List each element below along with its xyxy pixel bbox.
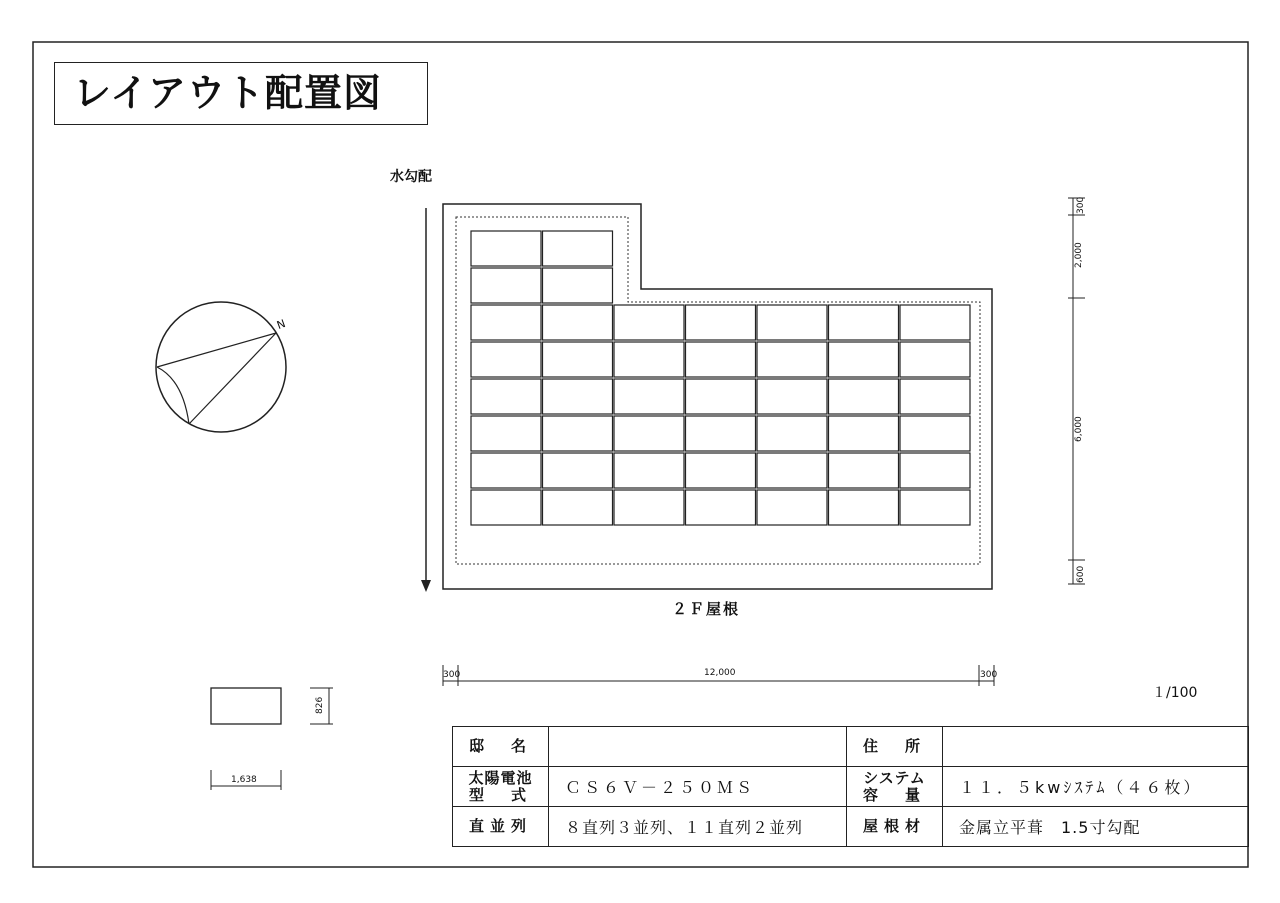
- main-panel-r6-c4: [686, 490, 756, 525]
- main-panel-r3-c5: [757, 379, 827, 414]
- main-panel-r6-c5: [757, 490, 827, 525]
- spec-model-label-line2: 型 式: [468, 785, 532, 804]
- main-panel-r1-c2: [543, 305, 613, 340]
- main-panel-r2-c1: [471, 342, 541, 377]
- upper-panel-r2-c2: [543, 268, 613, 303]
- panel-group-main: [471, 305, 970, 525]
- main-panel-r2-c7: [900, 342, 970, 377]
- main-panel-r3-c1: [471, 379, 541, 414]
- main-panel-r5-c1: [471, 453, 541, 488]
- main-panel-r1-c3: [614, 305, 684, 340]
- roof-setback-line: [456, 217, 980, 564]
- spec-system-label-line2: 容 量: [862, 785, 926, 804]
- spec-model-label-line1: 太陽電池: [468, 768, 533, 787]
- upper-panel-r1-c1: [471, 231, 541, 266]
- main-panel-r1-c6: [829, 305, 899, 340]
- main-panel-r6-c7: [900, 490, 970, 525]
- scale-label: １/100: [1152, 685, 1198, 701]
- spec-row-name: [453, 727, 1249, 767]
- dim-bottom-right: 300: [980, 670, 998, 680]
- main-panel-r4-c5: [757, 416, 827, 451]
- spec-model-label: [453, 767, 549, 807]
- spec-name-value: [549, 727, 847, 767]
- main-panel-r1-c1: [471, 305, 541, 340]
- water-slope-label: 水勾配: [390, 169, 432, 185]
- main-panel-r2-c4: [686, 342, 756, 377]
- spec-system-label-line1: システム: [863, 768, 926, 787]
- main-panel-r4-c4: [686, 416, 756, 451]
- main-panel-r4-c6: [829, 416, 899, 451]
- module-width-label: 1,638: [231, 775, 257, 785]
- main-panel-r4-c7: [900, 416, 970, 451]
- main-panel-r4-c1: [471, 416, 541, 451]
- main-panel-r5-c2: [543, 453, 613, 488]
- main-panel-r3-c6: [829, 379, 899, 414]
- main-panel-r5-c5: [757, 453, 827, 488]
- main-panel-r4-c2: [543, 416, 613, 451]
- spec-row-series: [453, 807, 1249, 847]
- compass-north-label: N: [275, 316, 288, 333]
- dim-bottom-left: 300: [443, 670, 461, 680]
- spec-name-label: 邸 名: [453, 727, 549, 767]
- spec-system-label: [847, 767, 943, 807]
- upper-panel-r2-c1: [471, 268, 541, 303]
- spec-table: [452, 726, 1249, 847]
- main-panel-r3-c7: [900, 379, 970, 414]
- roof-name-label: ２Ｆ屋根: [672, 600, 741, 618]
- water-slope-arrow: [421, 208, 431, 592]
- main-panel-r4-c3: [614, 416, 684, 451]
- main-panel-r6-c1: [471, 490, 541, 525]
- main-panel-r1-c4: [686, 305, 756, 340]
- spec-address-label: 住 所: [847, 727, 943, 767]
- main-panel-r3-c3: [614, 379, 684, 414]
- main-panel-r5-c3: [614, 453, 684, 488]
- spec-row-model: [453, 767, 1249, 807]
- main-panel-r2-c6: [829, 342, 899, 377]
- dim-bottom-total: 12,000: [704, 668, 736, 678]
- main-panel-r6-c3: [614, 490, 684, 525]
- spec-roof-label: 屋根材: [847, 807, 943, 847]
- module-height-label: 826: [315, 696, 325, 714]
- upper-panel-r1-c2: [543, 231, 613, 266]
- main-panel-r6-c6: [829, 490, 899, 525]
- spec-model-value: ＣＳ６Ｖ－２５０ＭＳ: [549, 767, 847, 807]
- main-panel-r3-c2: [543, 379, 613, 414]
- main-panel-r5-c7: [900, 453, 970, 488]
- module-sample: [211, 688, 281, 724]
- compass-icon: [156, 302, 286, 432]
- roof-outline: [443, 204, 992, 589]
- main-panel-r5-c4: [686, 453, 756, 488]
- panel-group-upper: [471, 231, 613, 303]
- page-title: レイアウト配置図: [54, 62, 428, 125]
- main-panel-r5-c6: [829, 453, 899, 488]
- main-panel-r1-c7: [900, 305, 970, 340]
- main-panel-r1-c5: [757, 305, 827, 340]
- main-panel-r2-c3: [614, 342, 684, 377]
- main-panel-r3-c4: [686, 379, 756, 414]
- main-panel-r6-c2: [543, 490, 613, 525]
- dim-right-upper: 2,000: [1074, 242, 1084, 268]
- main-panel-r2-c2: [543, 342, 613, 377]
- spec-system-value: １１．５kwｼｽﾃﾑ（４６枚）: [943, 767, 1249, 807]
- spec-roof-value: 金属立平葺 1.5寸勾配: [943, 807, 1249, 847]
- dim-right-mid: 6,000: [1074, 416, 1084, 442]
- spec-series-value: ８直列３並列、１１直列２並列: [549, 807, 847, 847]
- main-panel-r2-c5: [757, 342, 827, 377]
- dim-right-bottom: 600: [1076, 565, 1086, 583]
- dim-right-top: 300: [1076, 196, 1086, 214]
- spec-address-value: [943, 727, 1249, 767]
- spec-series-label: 直並列: [453, 807, 549, 847]
